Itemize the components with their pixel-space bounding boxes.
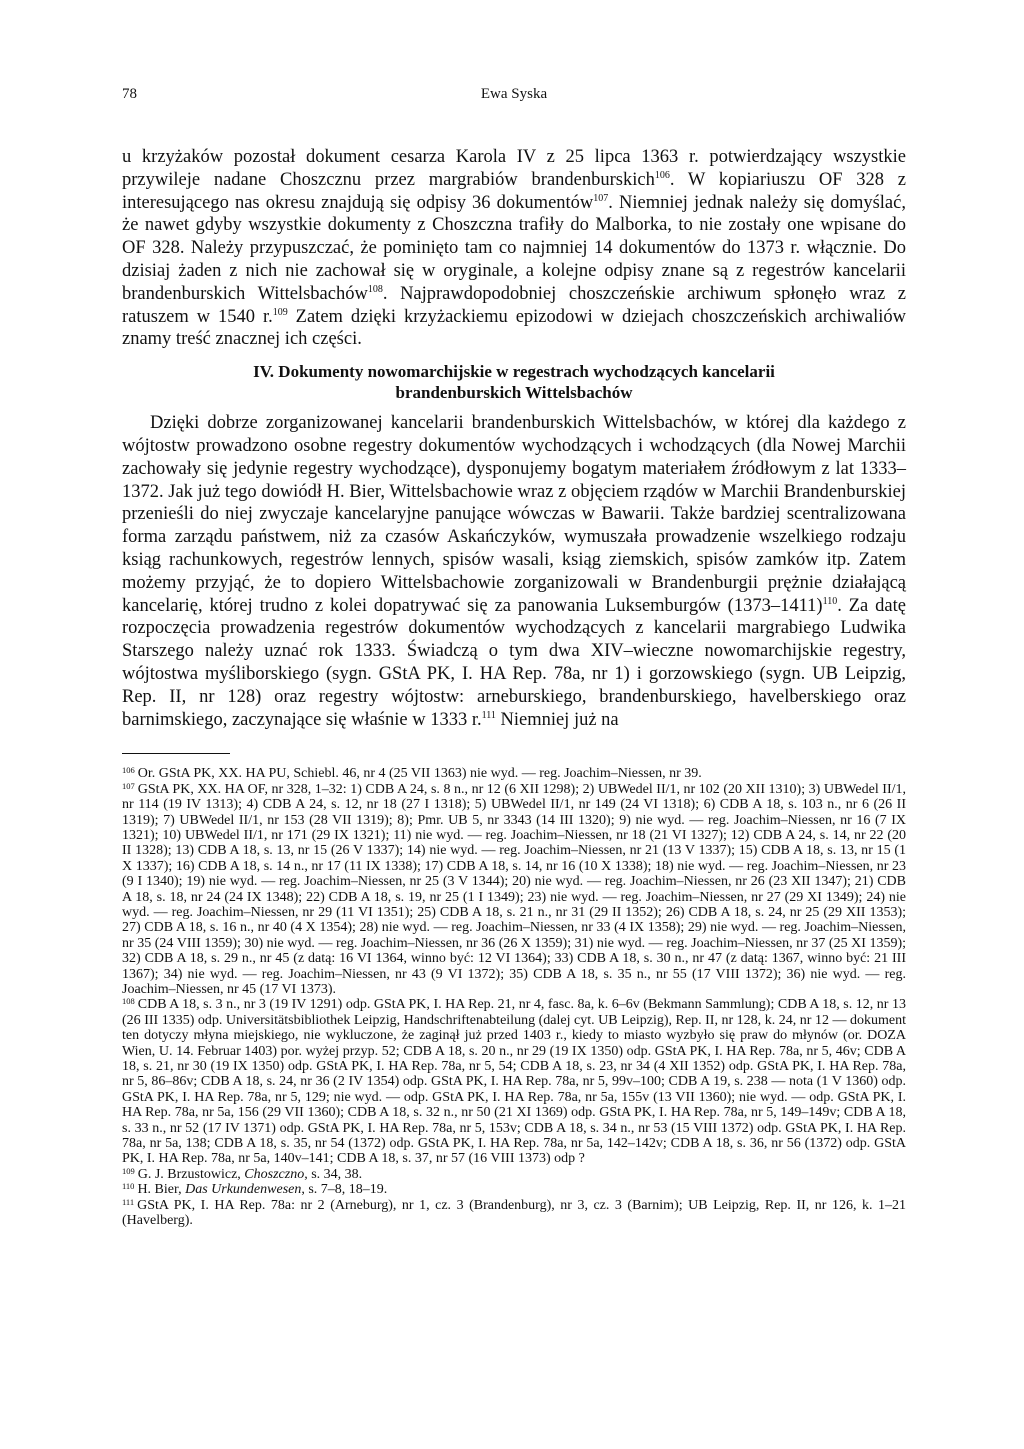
footnote-number: 110 [122, 1181, 135, 1192]
footnote-separator [122, 753, 230, 754]
section-heading [122, 361, 906, 403]
document-page [122, 86, 906, 1229]
footnote-ref-111[interactable]: 111 [481, 709, 496, 721]
running-head-author: Ewa Syska [480, 86, 548, 102]
footnote-number: 109 [122, 1165, 135, 1176]
footnote-ref-106[interactable]: 106 [654, 169, 670, 181]
paragraph-1: u krzyżaków pozostał dokument cesarza Karola IV z 25 lipca 1363 r. potwierdzający wszystkie przywileje nadane Choszcznu przez margrabiów brandenburskich$^{106}$. W kopiariuszu OF 328 z interesującego nas okresu znajdują się odpisy 36 dokumentów$^{107}$. Niemniej jednak należy się domyślać, że nawet gdyby wszystkie dokumenty z Choszczna trafiły do Malborka, to nie zostały one wpisane do OF 328. Należy przypuszczać, że pominięto tam co najmniej 14 dokumentów do 1373 r. włącznie. Do dzisiaj żaden z nich nie zachował się w oryginale, a kolejne odpisy znane są z regestrów kancelarii brandenburskich Wittelsbachów$^{108}$. Najprawdopodobniej choszczeńskie archiwum spłonęło wraz z ratuszem w 1540 r.$^{109}$ Zatem dzięki krzyżackiemu epizodowi w dziejach choszczeńskich archiwaliów znamy treść znacznej ich części. [122, 147, 906, 350]
footnote-107: $^{107}$ GStA PK, XX. HA OF, nr 328, 1–32: 1) CDB A 24, s. 8 n., nr 12 (6 XII 1298); 2) UBWedel II/1, nr 102 (20 XII 1310); 3) UBWedel II/1, nr 114 (19 IV 1313); 4) CDB A 24, s. 12, nr 18 (27 I 1318); 5) UBWedel II/1, nr 149 (24 VI 1318); 6) CDB A 18, s. 103 n., nr 6 (26 II 1319); 7) UBWedel II/1, nr 153 (28 VII 1319); 8); Pmr. UB 5, nr 3343 (14 III 1320); 9) nie wyd. — reg. Joachim–Niessen, nr 16 (7 IX 1321); 10) UBWedel II/1, nr 171 (29 IX 1321); 11) nie wyd. — reg. Joachim–Niessen, nr 18 (21 VI 1327); 12) CDB A 24, s. 14, nr 22 (20 II 1328); 13) CDB A 18, s. 13, nr 15 (26 V 1337); 14) nie wyd. — reg. Joachim–Niessen, nr 21 (13 V 1337); 15) CDB A 18, s. 13, nr 15 (1 X 1337); 16) CDB A 18, s. 14 n., nr 17 (11 IX 1338); 17) CDB A 18, s. 14, nr 16 (10 X 1338); 18) nie wyd. — reg. Joachim–Niessen, nr 23 (9 I 1340); 19) nie wyd. — reg. Joachim–Niessen, nr 25 (3 V 1344); 20) nie wyd. — reg. Joachim–Niessen, nr 26 (23 XII 1347); 21) CDB A 18, s. 18, nr 24 (24 IX 1348); 22) CDB A 18, s. 19, nr 25 (1 I 1349); 23) nie wyd. — reg. Joachim–Niessen, nr 27 (29 XI 1349); 24) nie wyd. — reg. Joachim–Niessen, nr 29 (11 VI 1351); 25) CDB A 18, s. 21 n., nr 31 (29 II 1352); 26) CDB A 18, s. 24, nr 25 (29 XII 1353); 27) CDB A 18, s. 16 n., nr 40 (4 X 1354); 28) nie wyd. — reg. Joachim–Niessen, nr 33 (4 IX 1358); 29) nie wyd. — reg. Joachim–Niessen, nr 35 (24 VIII 1359); 30) nie wyd. — reg. Joachim–Niessen, nr 36 (26 X 1359); 31) nie wyd. — reg. Joachim–Niessen, nr 37 (25 XI 1359); 32) CDB A 18, s. 29 n., nr 45 (z datą: 16 VI 1364, winno być: 12 VI 1364); 33) CDB A 18, s. 30 n., nr 47 (z datą: 1367, winno być: 21 III 1367); 34) nie wyd. — reg. Joachim–Niessen, nr 43 (9 VI 1372); 35) CDB A 18, s. 35 n., nr 55 (17 VIII 1372); 36) nie wyd. — reg. Joachim–Niessen, nr 45 (17 VI 1373). [122, 780, 906, 998]
footnote-110: $^{110}$ H. Bier, Das Urkundenwesen, s. 7–8, 18–19. [122, 1181, 388, 1198]
footnote-ref-109[interactable]: 109 [272, 306, 288, 318]
paragraph-2: Dzięki dobrze zorganizowanej kancelarii brandenburskich Wittelsbachów, w której dla każdego z wójtostw prowadzono osobne regestry dokumentów wychodzących i wchodzących (dla Nowej Marchii zachowały się jedynie regestry wychodzące), dysponujemy bogatym materiałem źródłowym z lat 1333–1372. Jak już tego dowiódł H. Bier, Wittelsbachowie wraz z objęciem rządów w Marchii Brandenburskiej przenieśli do niej zwyczaje kancelaryjne panujące wówczas w Bawarii. Także bardziej scentralizowana forma zarządu państwem, niż za czasów Askańczyków, wymuszała prowadzenie wszelkiego rodzaju ksiąg rachunkowych, regestrów lennych, spisów wasali, ksiąg ziemskich, spisów zamków itp. Zatem możemy przyjąć, że to dopiero Wittelsbachowie zorganizowali w Brandenburgii prężnie działającą kancelarię, której trudno z kolei dopatrywać się za panowania Luksemburgów (1373–1411)$^{110}$. Za datę rozpoczęcia prowadzenia regestrów dokumentów wychodzących z kancelarii margrabiego Ludwika Starszego należy uznać rok 1333. Świadczą o tym dwa XIV–wieczne nowomarchijskie regestry, wójtostwa myśliborskiego (sygn. GStA PK, I. HA Rep. 78a, nr 1) i gorzowskiego (sygn. UB Leipzig, Rep. II, nr 128) oraz regestry wójtostw: arneburskiego, brandenburskiego, havelberskiego oraz barnimskiego, zaczynające się właśnie w 1333 r.$^{111}$ Niemniej już na [122, 413, 906, 730]
footnote-108: $^{108}$ CDB A 18, s. 3 n., nr 3 (19 IV 1291) odp. GStA PK, I. HA Rep. 21, nr 4, fasc. 8a, k. 6–6v (Bekmann Sammlung); CDB A 18, s. 12, nr 13 (26 III 1335) odp. Universitätsbibliothek Leipzig, Handschriftenabteilung (dalej cyt. UB Leipzig), Rep. II, nr 128, k. 24, nr 12 — dokument ten dotyczy młyna miejskiego, nie wykluczone, że zaginął już przed 1403 r., kiedy to miasto wyzbyło się praw do młynów (or. DOZA Wien, U. 14. Februar 1403) por. wyżej przyp. 52; CDB A 18, s. 20 n., nr 29 (19 IX 1350) odp. GStA PK, I. HA Rep. 78a, nr 5, 46v; CDB A 18, s. 21, nr 30 (19 IX 1350) odp. GStA PK, I. HA Rep. 78a, nr 5, 54; CDB A 18, s. 23, nr 34 (4 XII 1352) odp. GStA PK, I. HA Rep. 78a, nr 5, 86–86v; CDB A 18, s. 24, nr 36 (2 IV 1354) odp. GStA PK, I. HA Rep. 78a, nr 5, 99v–100; CDB A 19, s. 238 — nota (1 V 1360) odp. GStA PK, I. HA Rep. 78a, nr 5, 129; nie wyd. — odp. GStA PK, I. HA Rep. 78a, nr 5a, 155v (13 VII 1360); nie wyd. — odp. GStA PK, I. HA Rep. 78a, nr 5a, 156 (29 VII 1360); CDB A 18, s. 32 n., nr 50 (21 XI 1369) odp. GStA PK, I. HA Rep. 78a, nr 5, 149–149v; CDB A 18, s. 33 n., nr 52 (17 IV 1371) odp. GStA PK, I. HA Rep. 78a, nr 5, 153v; CDB A 18, s. 34 n., nr 53 (15 VIII 1372) odp. GStA PK, I. HA Rep. 78a, nr 5a, 138; CDB A 18, s. 35, nr 54 (1372) odp. GStA PK, I. HA Rep. 78a, nr 5a, 142–142v; CDB A 18, s. 36, nr 56 (1372) odp. GStA PK, I. HA Rep. 78a, nr 5a, 140v–141; CDB A 18, s. 37, nr 57 (16 VIII 1373) odp ? [122, 996, 906, 1167]
footnote-106: $^{106}$ Or. GStA PK, XX. HA PU, Schiebl. 46, nr 4 (25 VII 1363) nie wyd. — reg. Joachim–Niessen, nr 39. [122, 765, 702, 782]
footnote-ref-107[interactable]: 107 [593, 192, 609, 204]
section-heading-line-2: brandenburskich Wittelsbachów [395, 383, 633, 403]
footnote-ref-110[interactable]: 110 [822, 595, 838, 607]
footnote-number: 111 [122, 1196, 135, 1207]
footnote-number: 106 [122, 765, 135, 776]
cited-title: Choszczno [244, 1166, 305, 1182]
footnote-number: 108 [122, 996, 135, 1007]
cited-title: Das Urkundenwesen [185, 1182, 302, 1198]
footnotes [122, 766, 906, 1228]
section-heading-line-1: IV. Dokumenty nowomarchijskie w regestrach wychodzących kancelarii [253, 362, 775, 382]
footnote-111: $^{111}$ GStA PK, I. HA Rep. 78a: nr 2 (Arneburg), nr 1, cz. 3 (Brandenburg), nr 3, cz. 3 (Barnim); UB Leipzig, Rep. II, nr 126, k. 1–21 (Havelberg). [122, 1196, 906, 1229]
main-text [122, 146, 906, 731]
running-header [122, 86, 906, 112]
footnote-number: 107 [122, 780, 135, 791]
footnote-ref-108[interactable]: 108 [367, 283, 383, 295]
page-number: 78 [122, 86, 137, 102]
footnote-109: $^{109}$ G. J. Brzustowicz, Choszczno, s. 34, 38. [122, 1165, 363, 1182]
